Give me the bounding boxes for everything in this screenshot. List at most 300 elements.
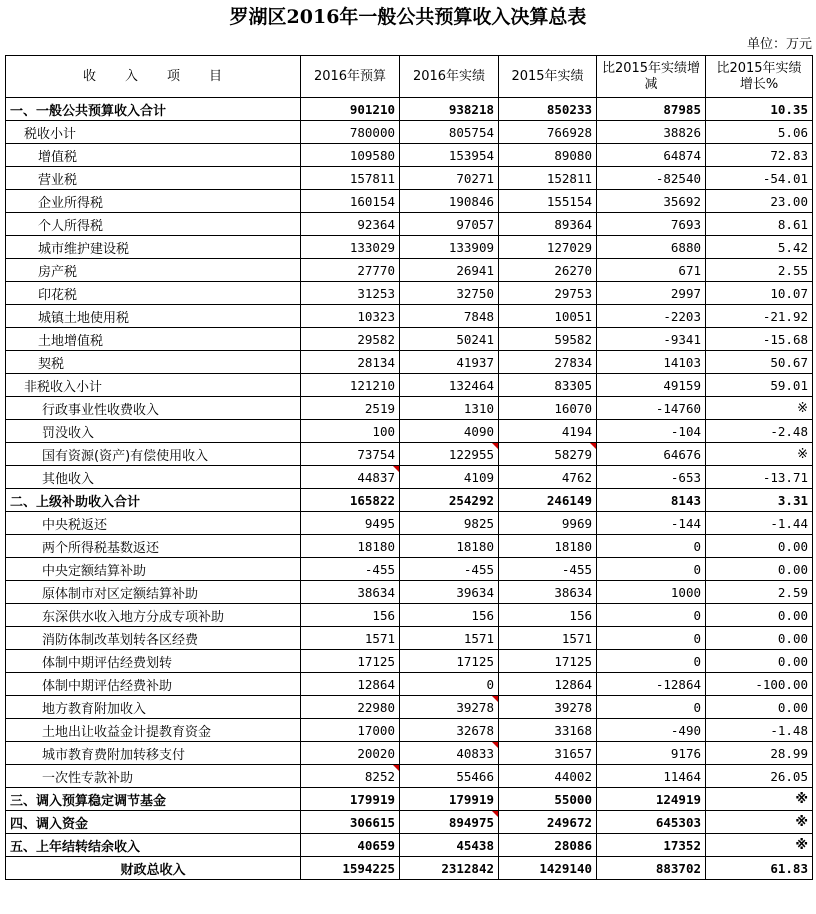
cell-change-value: 64676 [663,446,701,462]
cell-actual-2015-value: 39278 [554,699,592,715]
cell-budget-2016-value: 18180 [357,538,395,554]
cell-actual-2015-value: 17125 [554,653,592,669]
cell-actual-2015-value: 156 [569,607,592,623]
cell-item-name: 房产税 [6,259,301,282]
cell-budget-2016 [301,696,400,719]
table-row [6,489,813,512]
cell-actual-2015 [499,489,597,512]
header-growth: 比2015年实绩增长% [706,56,813,98]
cell-growth [706,811,813,834]
cell-item-name: 四、调入资金 [6,811,301,834]
cell-item-name: 其他收入 [6,466,301,489]
cell-growth [706,397,813,420]
cell-growth [706,719,813,742]
cell-actual-2015 [499,443,597,466]
cell-growth [706,98,813,121]
cell-change-value: -9341 [663,331,701,347]
table-row [6,696,813,719]
cell-actual-2015 [499,604,597,627]
cell-budget-2016-value: 8252 [364,768,395,784]
cell-actual-2016 [400,696,499,719]
cell-actual-2015 [499,512,597,535]
cell-actual-2015-value: 38634 [554,584,592,600]
cell-change-value: 6880 [670,239,701,255]
cell-actual-2016-value: 7848 [463,308,494,324]
cell-item-name: 税收小计 [6,121,301,144]
cell-actual-2015-value: 10051 [554,308,592,324]
cell-growth [706,765,813,788]
cell-budget-2016-value: 165822 [349,492,395,508]
cell-actual-2015-value: 155154 [546,193,592,209]
cell-change-value: 0 [693,538,701,554]
cell-actual-2015-value: 27834 [554,354,592,370]
table-row [6,167,813,190]
cell-growth [706,236,813,259]
cell-actual-2015 [499,857,597,880]
cell-budget-2016 [301,650,400,673]
cell-budget-2016 [301,535,400,558]
cell-item-name: 一、一般公共预算收入合计 [6,98,301,121]
cell-growth-value: -2.48 [770,423,808,439]
cell-actual-2016 [400,374,499,397]
cell-actual-2016 [400,673,499,696]
cell-budget-2016-value: 133029 [349,239,395,255]
cell-item-name: 行政事业性收费收入 [6,397,301,420]
cell-actual-2016-value: 17125 [456,653,494,669]
cell-item-name: 财政总收入 [6,857,301,880]
cell-actual-2016 [400,443,499,466]
cell-growth [706,604,813,627]
cell-actual-2015 [499,719,597,742]
cell-growth [706,443,813,466]
cell-item-name: 土地增值税 [6,328,301,351]
cell-item-name: 中央税返还 [6,512,301,535]
table-row [6,190,813,213]
cell-item-name: 消防体制改革划转各区经费 [6,627,301,650]
cell-actual-2015 [499,581,597,604]
cell-growth [706,673,813,696]
table-row [6,719,813,742]
cell-actual-2015-value: 28086 [554,837,592,853]
cell-item-name: 一次性专款补助 [6,765,301,788]
cell-actual-2016 [400,259,499,282]
cell-actual-2016-value: -455 [463,561,494,577]
cell-budget-2016 [301,604,400,627]
cell-budget-2016 [301,673,400,696]
cell-actual-2016-value: 32750 [456,285,494,301]
cell-actual-2015-value: 249672 [546,814,592,830]
cell-actual-2015-value: 4194 [561,423,592,439]
cell-change [597,305,706,328]
cell-budget-2016-value: 27770 [357,262,395,278]
cell-actual-2016 [400,236,499,259]
cell-actual-2015 [499,282,597,305]
cell-item-name: 国有资源(资产)有偿使用收入 [6,443,301,466]
cell-actual-2016-value: 2312842 [441,860,494,876]
table-row [6,328,813,351]
cell-budget-2016 [301,351,400,374]
cell-budget-2016 [301,811,400,834]
cell-actual-2015-value: 33168 [554,722,592,738]
cell-growth [706,466,813,489]
cell-growth-value: 59.01 [770,377,808,393]
cell-budget-2016 [301,259,400,282]
cell-growth [706,282,813,305]
cell-item-name: 增值税 [6,144,301,167]
cell-budget-2016-value: 306615 [349,814,395,830]
cell-actual-2015 [499,650,597,673]
cell-item-name: 中央定额结算补助 [6,558,301,581]
cell-change [597,213,706,236]
table-row [6,236,813,259]
cell-actual-2015-value: 59582 [554,331,592,347]
cell-actual-2016-value: 122955 [448,446,494,462]
cell-actual-2016 [400,466,499,489]
cell-budget-2016 [301,397,400,420]
cell-actual-2015 [499,259,597,282]
budget-table [5,55,813,880]
cell-change-value: -104 [670,423,701,439]
cell-change-value: 17352 [663,837,701,853]
cell-change-value: -2203 [663,308,701,324]
cell-change [597,834,706,857]
cell-actual-2015 [499,420,597,443]
header-budget-2016: 2016年预算 [301,56,400,98]
table-row [6,558,813,581]
comment-marker-icon [492,742,498,748]
cell-growth [706,213,813,236]
cell-change [597,535,706,558]
cell-change [597,443,706,466]
cell-actual-2015 [499,765,597,788]
cell-budget-2016 [301,374,400,397]
cell-item-name: 城镇土地使用税 [6,305,301,328]
cell-budget-2016-value: 780000 [349,124,395,140]
cell-actual-2016-value: 4090 [463,423,494,439]
cell-budget-2016 [301,328,400,351]
cell-actual-2016 [400,627,499,650]
cell-actual-2015-value: 12864 [554,676,592,692]
cell-actual-2016-value: 938218 [448,101,494,117]
cell-actual-2016 [400,190,499,213]
cell-change-value: 49159 [663,377,701,393]
comment-marker-icon [590,443,596,449]
cell-budget-2016 [301,167,400,190]
cell-actual-2015 [499,98,597,121]
cell-change [597,696,706,719]
cell-actual-2016-value: 26941 [456,262,494,278]
cell-actual-2015-value: 127029 [546,239,592,255]
cell-growth-value: -21.92 [762,308,808,324]
cell-actual-2016-value: 39278 [456,699,494,715]
cell-actual-2016-value: 41937 [456,354,494,370]
cell-actual-2015-value: 16070 [554,400,592,416]
cell-change-value: 14103 [663,354,701,370]
cell-growth-value: -1.44 [770,515,808,531]
cell-actual-2015-value: 766928 [546,124,592,140]
cell-budget-2016 [301,420,400,443]
comment-marker-icon [492,443,498,449]
cell-budget-2016 [301,236,400,259]
cell-change-value: 0 [693,653,701,669]
cell-change-value: 8143 [670,492,701,508]
cell-item-name: 营业税 [6,167,301,190]
cell-item-name: 城市教育费附加转移支付 [6,742,301,765]
cell-growth [706,259,813,282]
cell-budget-2016-value: 10323 [357,308,395,324]
cell-growth-value: 5.06 [777,124,808,140]
table-row [6,259,813,282]
cell-growth-value: -100.00 [755,676,808,692]
cell-item-name: 五、上年结转结余收入 [6,834,301,857]
cell-actual-2015 [499,144,597,167]
cell-budget-2016 [301,282,400,305]
cell-actual-2016 [400,489,499,512]
cell-growth [706,834,813,857]
cell-change [597,627,706,650]
cell-budget-2016-value: 109580 [349,147,395,163]
cell-actual-2016 [400,98,499,121]
cell-actual-2016-value: 894975 [448,814,494,830]
cell-change-value: -82540 [655,170,701,186]
cell-actual-2015 [499,374,597,397]
cell-actual-2016-value: 97057 [456,216,494,232]
cell-growth [706,144,813,167]
cell-growth [706,696,813,719]
cell-actual-2015-value: 29753 [554,285,592,301]
cell-actual-2015-value: 89364 [554,216,592,232]
cell-actual-2016-value: 153954 [448,147,494,163]
cell-actual-2016 [400,328,499,351]
cell-change-value: 35692 [663,193,701,209]
cell-growth-value: ※ [795,814,808,830]
table-row [6,765,813,788]
table-row [6,420,813,443]
cell-growth-value: 10.35 [770,101,808,117]
cell-change [597,374,706,397]
cell-growth-value: 28.99 [770,745,808,761]
cell-item-name: 体制中期评估经费补助 [6,673,301,696]
cell-actual-2015 [499,627,597,650]
cell-budget-2016-value: 38634 [357,584,395,600]
cell-budget-2016-value: 92364 [357,216,395,232]
cell-budget-2016-value: -455 [364,561,395,577]
cell-budget-2016-value: 157811 [349,170,395,186]
cell-change [597,765,706,788]
cell-budget-2016-value: 17125 [357,653,395,669]
cell-change-value: 671 [678,262,701,278]
cell-change [597,121,706,144]
cell-actual-2015-value: 89080 [554,147,592,163]
cell-actual-2016-value: 179919 [448,791,494,807]
cell-growth-value: -15.68 [762,331,808,347]
cell-item-name: 体制中期评估经费划转 [6,650,301,673]
cell-actual-2015-value: 246149 [546,492,592,508]
cell-change-value: -144 [670,515,701,531]
cell-change [597,259,706,282]
cell-budget-2016 [301,788,400,811]
cell-growth [706,581,813,604]
cell-item-name: 非税收入小计 [6,374,301,397]
cell-growth-value: -54.01 [762,170,808,186]
cell-actual-2016-value: 55466 [456,768,494,784]
cell-actual-2016-value: 1571 [463,630,494,646]
cell-growth [706,167,813,190]
table-row [6,673,813,696]
table-row [6,650,813,673]
cell-item-name: 城市维护建设税 [6,236,301,259]
cell-actual-2016-value: 190846 [448,193,494,209]
cell-change [597,236,706,259]
cell-actual-2015-value: 83305 [554,377,592,393]
cell-change-value: 2997 [670,285,701,301]
cell-actual-2016 [400,857,499,880]
cell-actual-2015 [499,397,597,420]
cell-growth-value: ※ [795,791,808,807]
cell-actual-2016 [400,420,499,443]
page-title: 罗湖区2016年一般公共预算收入决算总表 [229,6,587,28]
cell-change-value: -653 [670,469,701,485]
cell-growth-value: 2.59 [777,584,808,600]
cell-change-value: -12864 [655,676,701,692]
cell-change-value: 87985 [663,101,701,117]
cell-budget-2016-value: 28134 [357,354,395,370]
cell-actual-2015-value: 1429140 [539,860,592,876]
cell-change [597,98,706,121]
cell-change [597,673,706,696]
cell-actual-2016 [400,213,499,236]
cell-item-name: 罚没收入 [6,420,301,443]
table-row [6,443,813,466]
cell-item-name: 个人所得税 [6,213,301,236]
header-actual-2016: 2016年实绩 [400,56,499,98]
cell-actual-2015 [499,328,597,351]
cell-budget-2016 [301,466,400,489]
cell-growth [706,512,813,535]
cell-growth [706,788,813,811]
cell-budget-2016-value: 20020 [357,745,395,761]
cell-budget-2016-value: 901210 [349,101,395,117]
cell-growth-value: 61.83 [770,860,808,876]
cell-growth-value: 8.61 [777,216,808,232]
table-row [6,627,813,650]
cell-budget-2016-value: 22980 [357,699,395,715]
cell-actual-2016-value: 4109 [463,469,494,485]
cell-actual-2016 [400,719,499,742]
cell-budget-2016 [301,489,400,512]
cell-budget-2016 [301,512,400,535]
cell-actual-2016-value: 254292 [448,492,494,508]
cell-actual-2016 [400,650,499,673]
cell-actual-2016-value: 156 [471,607,494,623]
cell-actual-2016 [400,167,499,190]
cell-change [597,144,706,167]
table-row [6,535,813,558]
cell-actual-2015 [499,121,597,144]
cell-budget-2016 [301,719,400,742]
cell-change [597,742,706,765]
cell-budget-2016-value: 179919 [349,791,395,807]
cell-growth [706,857,813,880]
table-body [6,98,813,880]
cell-growth-value: 0.00 [777,653,808,669]
cell-actual-2015 [499,535,597,558]
cell-item-name: 企业所得税 [6,190,301,213]
cell-actual-2016-value: 40833 [456,745,494,761]
cell-actual-2015 [499,696,597,719]
cell-budget-2016 [301,190,400,213]
cell-growth-value: -13.71 [762,469,808,485]
cell-budget-2016-value: 31253 [357,285,395,301]
cell-change-value: 9176 [670,745,701,761]
cell-actual-2016 [400,788,499,811]
cell-item-name: 土地出让收益金计提教育资金 [6,719,301,742]
cell-growth-value: 0.00 [777,630,808,646]
cell-actual-2016 [400,581,499,604]
cell-budget-2016 [301,765,400,788]
cell-budget-2016-value: 2519 [364,400,395,416]
cell-actual-2016 [400,558,499,581]
cell-growth [706,558,813,581]
cell-change-value: 645303 [655,814,701,830]
cell-change-value: 64874 [663,147,701,163]
comment-marker-icon [393,466,399,472]
cell-actual-2016-value: 18180 [456,538,494,554]
cell-budget-2016-value: 1594225 [342,860,395,876]
cell-change-value: -490 [670,722,701,738]
cell-actual-2015 [499,558,597,581]
cell-growth-value: 0.00 [777,607,808,623]
cell-item-name: 三、调入预算稳定调节基金 [6,788,301,811]
cell-growth-value: 50.67 [770,354,808,370]
cell-budget-2016 [301,834,400,857]
cell-change [597,489,706,512]
cell-growth-value: 10.07 [770,285,808,301]
cell-item-name: 契税 [6,351,301,374]
table-row [6,121,813,144]
header-row [6,56,813,98]
cell-actual-2016 [400,121,499,144]
cell-actual-2016 [400,834,499,857]
cell-actual-2015 [499,811,597,834]
cell-actual-2016 [400,512,499,535]
cell-actual-2015 [499,788,597,811]
cell-change [597,604,706,627]
cell-growth [706,535,813,558]
cell-change [597,788,706,811]
cell-growth-value: 2.55 [777,262,808,278]
cell-item-name: 二、上级补助收入合计 [6,489,301,512]
cell-item-name: 原体制市对区定额结算补助 [6,581,301,604]
cell-budget-2016-value: 40659 [357,837,395,853]
cell-change [597,581,706,604]
cell-actual-2015-value: 850233 [546,101,592,117]
cell-change [597,719,706,742]
cell-actual-2015 [499,742,597,765]
table-row [6,351,813,374]
cell-budget-2016-value: 12864 [357,676,395,692]
table-row [6,397,813,420]
cell-actual-2016 [400,742,499,765]
cell-growth-value: 0.00 [777,699,808,715]
cell-actual-2016 [400,765,499,788]
cell-change-value: 11464 [663,768,701,784]
table-row [6,604,813,627]
cell-actual-2016-value: 132464 [448,377,494,393]
cell-change-value: 124919 [655,791,701,807]
cell-growth [706,305,813,328]
cell-budget-2016-value: 121210 [349,377,395,393]
